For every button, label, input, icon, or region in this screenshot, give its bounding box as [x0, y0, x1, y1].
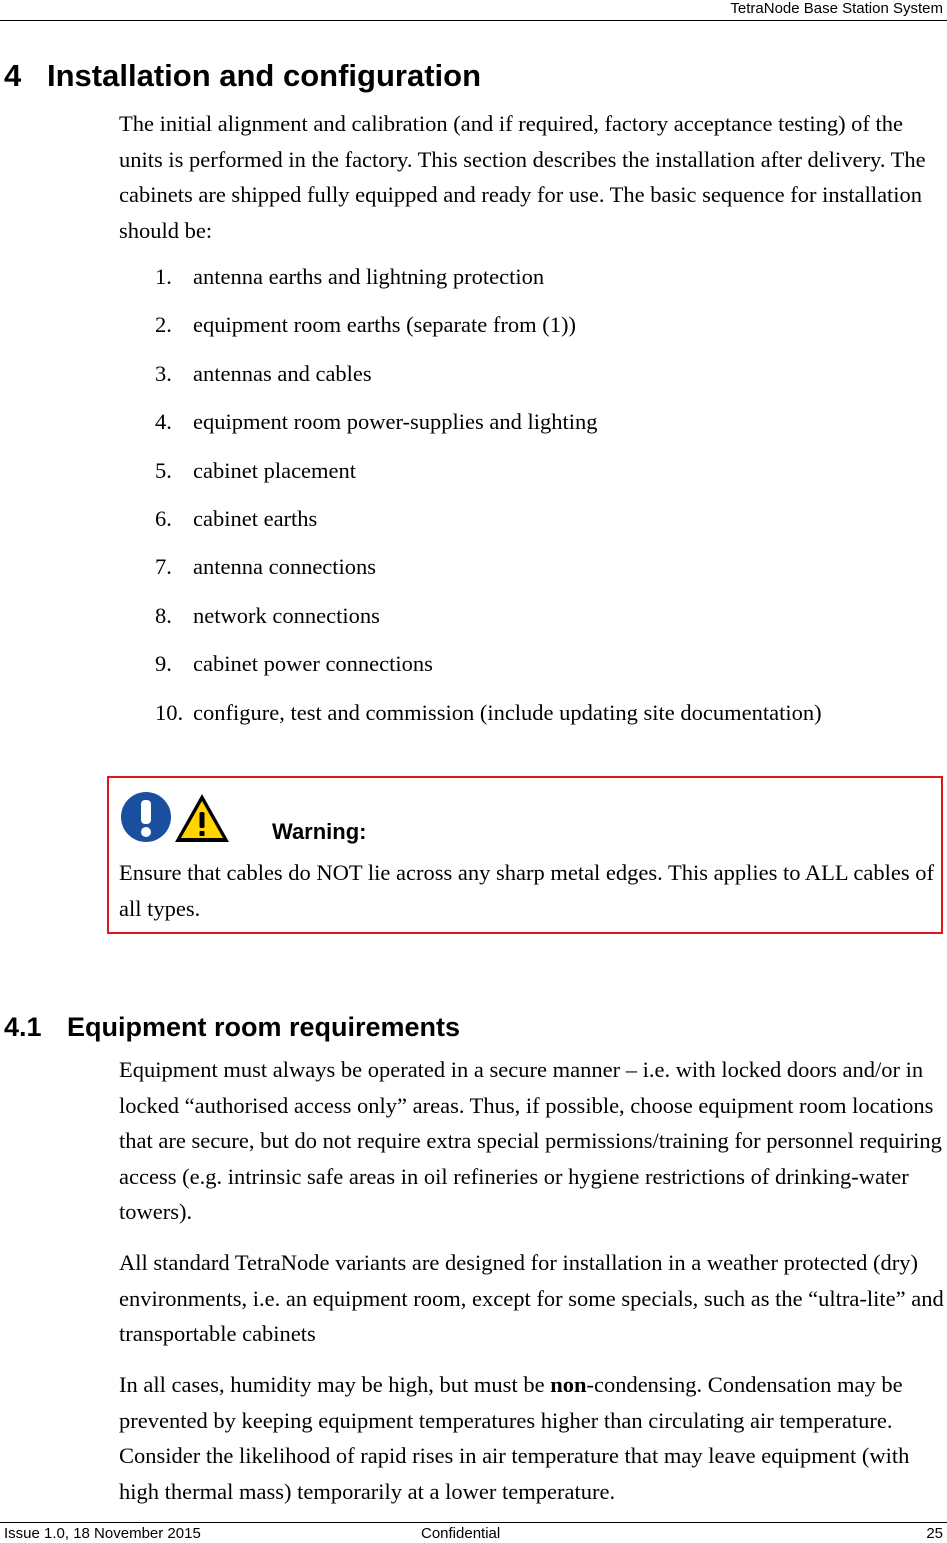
section-number: 4	[4, 58, 22, 93]
list-item-text: cabinet earths	[193, 505, 318, 531]
list-item	[155, 259, 822, 307]
header-title: TetraNode Base Station System	[730, 0, 943, 17]
list-item-text: configure, test and commission (include updating site documentation)	[193, 699, 822, 725]
subsection-number: 4.1	[4, 1012, 42, 1042]
footer-classification: Confidential	[421, 1525, 501, 1542]
list-item	[155, 356, 822, 404]
page-number: 25	[926, 1525, 943, 1542]
list-item-number: 9.	[155, 651, 172, 677]
list-item	[155, 695, 822, 743]
exclamation-icon	[121, 792, 171, 842]
page-footer	[0, 1522, 947, 1542]
section-title: Installation and configuration	[47, 58, 481, 93]
list-item-text: equipment room power-supplies and lighting	[193, 409, 598, 435]
warning-box	[107, 776, 943, 934]
list-item-text: antennas and cables	[193, 360, 372, 386]
humidity-text-start: In all cases, humidity may be high, but must be	[119, 1372, 551, 1397]
list-item-number: 6.	[155, 505, 172, 531]
list-item	[155, 598, 822, 646]
subsection-title: Equipment room requirements	[67, 1012, 461, 1042]
list-item	[155, 404, 822, 452]
humidity-text-end: -condensing. Condensation may be prevented by keeping equipment temperatures higher than circulating air temperature. Consider the likelihood of rapid rises in air temperature that may leave equipment (with high thermal mass) temporarily at a lower temperature.	[119, 1372, 910, 1504]
list-item-number: 7.	[155, 554, 172, 580]
list-item-number: 1.	[155, 264, 172, 289]
section-heading	[4, 57, 481, 95]
list-item	[155, 549, 822, 597]
list-item-text: equipment room earths (separate from (1))	[193, 312, 576, 338]
page-header	[0, 0, 947, 21]
list-item-text: cabinet placement	[193, 457, 357, 483]
list-item-text: antenna earths and lightning protection	[193, 264, 545, 289]
list-item-number: 3.	[155, 360, 172, 386]
list-item-number: 2.	[155, 312, 172, 338]
installation-steps-list	[155, 259, 822, 743]
list-item-number: 5.	[155, 457, 172, 483]
list-item	[155, 501, 822, 549]
warning-title: Warning:	[272, 819, 367, 844]
intro-paragraph: The initial alignment and calibration (and if required, factory acceptance testing) of the units is performed in the factory. This section describes the installation after delivery. The cabinets are shipped fully equipped and ready for use. The basic sequence for installation should be:	[119, 111, 926, 243]
humidity-paragraph	[119, 1367, 945, 1509]
list-item-text: network connections	[193, 602, 380, 628]
environment-paragraph: All standard TetraNode variants are designed for installation in a weather protected (dry) environments, i.e. an equipment room, except for some specials, such as the “ultra-lite” and transportable cabinets	[119, 1250, 944, 1346]
list-item	[155, 453, 822, 501]
list-item-text: antenna connections	[193, 554, 377, 580]
warning-triangle-icon	[175, 794, 229, 842]
list-item-number: 8.	[155, 602, 172, 628]
warning-text: Ensure that cables do NOT lie across any sharp metal edges. This applies to ALL cables of all types.	[119, 860, 934, 921]
list-item-number: 4.	[155, 409, 172, 435]
humidity-emphasis: non	[550, 1372, 587, 1397]
security-paragraph: Equipment must always be operated in a secure manner – i.e. with locked doors and/or in locked “authorised access only” areas. Thus, if possible, choose equipment room locations that are secure, but do not require extra special permissions/training for personnel requiring access (e.g. intrinsic safe areas in oil refineries or hygiene restrictions of drinking-water towers).	[119, 1057, 942, 1224]
subsection-heading	[4, 1010, 460, 1044]
list-item-text: cabinet power connections	[193, 651, 433, 677]
list-item-number: 10.	[155, 699, 184, 725]
list-item	[155, 646, 822, 694]
list-item	[155, 307, 822, 355]
footer-issue: Issue 1.0, 18 November 2015	[4, 1525, 201, 1542]
warning-icons	[121, 792, 231, 844]
